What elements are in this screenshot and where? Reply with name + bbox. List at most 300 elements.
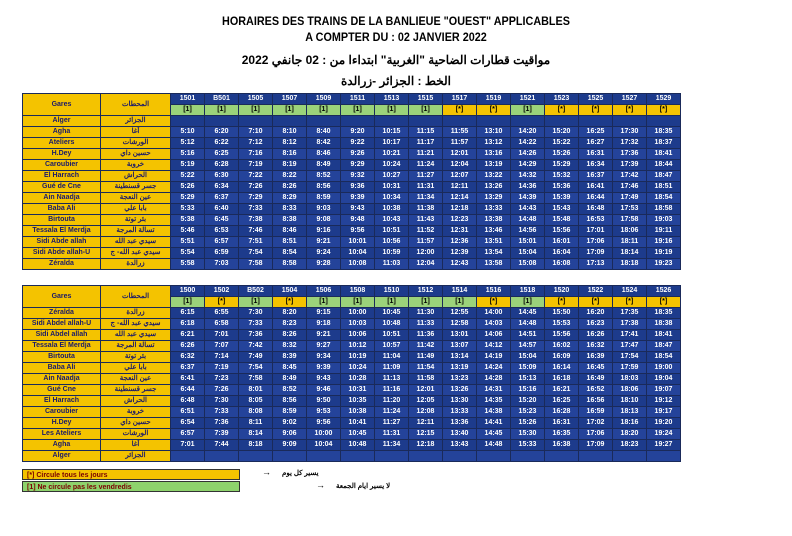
departure-time: 12:39 [443, 248, 477, 259]
legend-all-days: [*] Circule tous les jours [22, 469, 240, 480]
train-number: B502 [239, 286, 273, 297]
departure-time: 6:37 [205, 193, 239, 204]
train-number: 1501 [171, 94, 205, 105]
departure-time: 13:23 [443, 374, 477, 385]
table-row [23, 363, 681, 374]
regime-badge: [*] [545, 105, 579, 116]
station-name: Birtouta [23, 215, 101, 226]
departure-time [307, 451, 341, 462]
station-name-ar: سيدي عبد الله- ج [101, 248, 171, 259]
table-row [23, 451, 681, 462]
departure-time: 16:56 [579, 396, 613, 407]
departure-time: 19:04 [647, 374, 681, 385]
regime-badge: [*] [443, 105, 477, 116]
departure-time: 11:38 [409, 204, 443, 215]
departure-time: 17:41 [613, 330, 647, 341]
departure-time: 9:32 [341, 171, 375, 182]
departure-time: 18:03 [613, 374, 647, 385]
departure-time [205, 116, 239, 127]
departure-time: 5:51 [171, 237, 205, 248]
departure-time: 10:38 [375, 204, 409, 215]
departure-time [307, 116, 341, 127]
departure-time: 7:07 [205, 341, 239, 352]
departure-time: 7:38 [239, 215, 273, 226]
station-name: Ain Naadja [23, 193, 101, 204]
departure-time: 17:02 [579, 418, 613, 429]
departure-time: 7:12 [239, 138, 273, 149]
regime-badge: [1] [171, 105, 205, 116]
departure-time: 14:19 [477, 352, 511, 363]
departure-time: 14:57 [511, 341, 545, 352]
departure-time: 5:10 [171, 127, 205, 138]
departure-time: 10:15 [375, 127, 409, 138]
departure-time: 7:36 [205, 418, 239, 429]
station-name-ar: بئر توتة [101, 215, 171, 226]
departure-time: 7:26 [239, 182, 273, 193]
departure-time: 18:18 [613, 259, 647, 270]
departure-time: 8:22 [273, 171, 307, 182]
departure-time: 16:26 [579, 330, 613, 341]
departure-time [613, 116, 647, 127]
departure-time: 6:21 [171, 330, 205, 341]
station-name-ar: خروبة [101, 407, 171, 418]
departure-time: 8:18 [239, 440, 273, 451]
regime-badge: [*] [545, 297, 579, 308]
departure-time: 11:15 [409, 127, 443, 138]
departure-time: 18:16 [613, 418, 647, 429]
departure-time: 7:33 [239, 319, 273, 330]
train-number: 1502 [205, 286, 239, 297]
regime-badge: [1] [307, 297, 341, 308]
departure-time: 9:36 [341, 182, 375, 193]
departure-time: 13:10 [477, 127, 511, 138]
departure-time: 11:54 [409, 363, 443, 374]
regime-badge: [1] [511, 297, 545, 308]
departure-time: 12:11 [443, 182, 477, 193]
departure-time: 14:51 [511, 330, 545, 341]
departure-time: 7:44 [205, 440, 239, 451]
departure-time: 9:43 [307, 374, 341, 385]
regime-badge: [*] [613, 297, 647, 308]
departure-time: 8:29 [273, 193, 307, 204]
departure-time: 7:23 [205, 374, 239, 385]
train-number: 1515 [409, 94, 443, 105]
departure-time: 13:07 [443, 341, 477, 352]
departure-time: 12:05 [409, 396, 443, 407]
departure-time: 16:41 [579, 182, 613, 193]
departure-time [647, 116, 681, 127]
station-name-ar: عين النعجة [101, 374, 171, 385]
departure-time: 5:46 [171, 226, 205, 237]
table-row [23, 215, 681, 226]
departure-time: 15:13 [511, 374, 545, 385]
departure-time: 14:31 [477, 385, 511, 396]
departure-time: 15:30 [511, 429, 545, 440]
departure-time: 7:01 [205, 330, 239, 341]
departure-time: 17:53 [613, 204, 647, 215]
table-row [23, 429, 681, 440]
departure-time: 8:11 [239, 418, 273, 429]
train-number: 1516 [477, 286, 511, 297]
regime-badge: [*] [613, 105, 647, 116]
departure-time: 10:28 [341, 374, 375, 385]
table-row [23, 160, 681, 171]
departure-time: 15:01 [511, 237, 545, 248]
departure-time: 14:20 [511, 127, 545, 138]
departure-time: 17:13 [579, 259, 613, 270]
departure-time: 18:20 [613, 429, 647, 440]
station-name-ar: الورشات [101, 138, 171, 149]
table-row [23, 418, 681, 429]
departure-time: 13:16 [477, 149, 511, 160]
departure-time: 15:33 [511, 440, 545, 451]
train-number: 1511 [341, 94, 375, 105]
departure-time: 14:00 [477, 308, 511, 319]
regime-badge: [*] [205, 297, 239, 308]
station-name-ar: جسر قسنطينة [101, 182, 171, 193]
train-number: 1525 [579, 94, 613, 105]
departure-time: 11:34 [375, 440, 409, 451]
departure-time: 10:48 [341, 440, 375, 451]
departure-time: 14:29 [511, 160, 545, 171]
departure-time: 12:43 [443, 259, 477, 270]
departure-time: 12:23 [443, 215, 477, 226]
departure-time: 15:36 [545, 182, 579, 193]
departure-time: 14:22 [511, 138, 545, 149]
departure-time: 16:31 [579, 149, 613, 160]
departure-time: 10:21 [375, 149, 409, 160]
departure-time: 10:51 [375, 226, 409, 237]
departure-time: 14:24 [477, 363, 511, 374]
departure-time: 18:41 [647, 149, 681, 160]
departure-time: 9:09 [273, 440, 307, 451]
departure-time: 12:31 [443, 226, 477, 237]
departure-time: 10:45 [341, 429, 375, 440]
departure-time: 14:28 [477, 374, 511, 385]
departure-time: 16:44 [579, 193, 613, 204]
departure-time [579, 116, 613, 127]
station-name-ar: سيدي عبد الله [101, 237, 171, 248]
departure-time: 17:35 [613, 308, 647, 319]
train-number: 1519 [477, 94, 511, 105]
departure-time: 18:54 [647, 193, 681, 204]
departure-time: 13:54 [477, 248, 511, 259]
departure-time: 6:20 [205, 127, 239, 138]
departure-time: 17:54 [613, 352, 647, 363]
departure-time: 11:42 [409, 341, 443, 352]
departure-time: 5:22 [171, 171, 205, 182]
train-number: 1523 [545, 94, 579, 105]
regime-badge: [*] [273, 297, 307, 308]
departure-time [273, 116, 307, 127]
train-number: 1513 [375, 94, 409, 105]
station-name: Agha [23, 127, 101, 138]
train-number: 1510 [375, 286, 409, 297]
departure-time [647, 451, 681, 462]
departure-time: 10:38 [341, 407, 375, 418]
departure-time: 15:23 [511, 407, 545, 418]
table-row [23, 319, 681, 330]
departure-time: 19:11 [647, 226, 681, 237]
departure-time: 19:00 [647, 363, 681, 374]
departure-time: 16:23 [579, 319, 613, 330]
departure-time: 17:58 [613, 215, 647, 226]
stations-ar-header: المحطات [101, 94, 171, 116]
table-row [23, 116, 681, 127]
departure-time: 17:39 [613, 160, 647, 171]
departure-time: 9:22 [341, 138, 375, 149]
departure-time: 8:49 [307, 160, 341, 171]
departure-time: 13:51 [477, 237, 511, 248]
departure-time: 16:27 [579, 138, 613, 149]
departure-time: 7:39 [205, 429, 239, 440]
departure-time: 18:35 [647, 308, 681, 319]
departure-time: 16:34 [579, 160, 613, 171]
departure-time: 12:00 [409, 248, 443, 259]
departure-time: 15:04 [511, 352, 545, 363]
departure-time: 19:27 [647, 440, 681, 451]
departure-time: 16:48 [579, 204, 613, 215]
title-ar: مواقيت قطارات الضاحية "الغربية" ابتداءا من : 02 جانفي 2022 [241, 53, 551, 67]
departure-time: 15:39 [545, 193, 579, 204]
departure-time: 9:02 [273, 418, 307, 429]
station-name-ar: سيدي عبد الله [101, 330, 171, 341]
departure-time: 9:56 [307, 418, 341, 429]
station-name-ar: تسالة المرجة [101, 341, 171, 352]
departure-time: 11:58 [409, 374, 443, 385]
departure-time: 13:46 [477, 226, 511, 237]
departure-time: 14:12 [477, 341, 511, 352]
regime-badge: [*] [477, 297, 511, 308]
table-row [23, 193, 681, 204]
departure-time: 12:18 [409, 440, 443, 451]
departure-time: 16:25 [545, 396, 579, 407]
departure-time: 12:55 [443, 308, 477, 319]
departure-time: 8:19 [273, 160, 307, 171]
departure-time: 6:26 [171, 341, 205, 352]
departure-time: 7:10 [239, 127, 273, 138]
departure-time: 7:33 [205, 407, 239, 418]
train-number: 1521 [511, 94, 545, 105]
legend-not-friday-ar: لا يسير ايام الجمعة [336, 483, 391, 490]
departure-time: 8:20 [273, 308, 307, 319]
departure-time: 17:06 [579, 429, 613, 440]
departure-time: 19:12 [647, 396, 681, 407]
departure-time: 14:48 [511, 319, 545, 330]
departure-time: 7:33 [239, 204, 273, 215]
departure-time: 9:46 [307, 385, 341, 396]
departure-time: 18:06 [613, 385, 647, 396]
departure-time: 9:43 [341, 204, 375, 215]
departure-time: 9:03 [307, 204, 341, 215]
legend-all-days-ar: يسير كل يوم [282, 470, 319, 477]
departure-time: 11:13 [375, 374, 409, 385]
station-name-ar: بابا علي [101, 363, 171, 374]
departure-time: 6:51 [171, 407, 205, 418]
departure-time [171, 451, 205, 462]
departure-time: 6:34 [205, 182, 239, 193]
title-fr: HORAIRES DES TRAINS DE LA BANLIEUE "OUEST" APPLICABLES [222, 14, 570, 28]
departure-time: 14:38 [477, 407, 511, 418]
table-row [23, 182, 681, 193]
departure-time [171, 116, 205, 127]
departure-time: 13:36 [443, 418, 477, 429]
regime-badge: [1] [511, 105, 545, 116]
departure-time: 8:59 [273, 407, 307, 418]
departure-time: 15:56 [545, 330, 579, 341]
departure-time [239, 116, 273, 127]
departure-time: 8:12 [273, 138, 307, 149]
departure-time: 16:21 [545, 385, 579, 396]
departure-time: 16:18 [545, 374, 579, 385]
departure-time: 18:11 [613, 237, 647, 248]
departure-time: 10:57 [375, 341, 409, 352]
departure-time: 15:29 [545, 160, 579, 171]
departure-time: 6:30 [205, 171, 239, 182]
regime-badge: [1] [375, 105, 409, 116]
station-name-ar: حسين داي [101, 418, 171, 429]
station-name: Alger [23, 451, 101, 462]
departure-time: 8:01 [239, 385, 273, 396]
table-row [23, 226, 681, 237]
train-number: 1518 [511, 286, 545, 297]
departure-time: 10:27 [375, 171, 409, 182]
departure-time: 13:30 [443, 396, 477, 407]
departure-time: 9:28 [307, 259, 341, 270]
table-row [23, 248, 681, 259]
departure-time: 9:39 [341, 193, 375, 204]
departure-time: 8:49 [273, 374, 307, 385]
regime-badge: [*] [647, 297, 681, 308]
departure-time: 13:01 [443, 330, 477, 341]
departure-time: 18:54 [647, 352, 681, 363]
table-row [23, 385, 681, 396]
station-name-ar: تسالة المرجة [101, 226, 171, 237]
station-name: Tessala El Merdja [23, 226, 101, 237]
station-name: Zéralda [23, 308, 101, 319]
departure-time: 8:08 [239, 407, 273, 418]
departure-time: 18:38 [647, 319, 681, 330]
legend-arrow-icon: → [316, 480, 325, 490]
departure-time: 14:45 [511, 308, 545, 319]
departure-time: 13:40 [443, 429, 477, 440]
departure-time: 8:58 [273, 259, 307, 270]
departure-time: 5:38 [171, 215, 205, 226]
station-name: Zéralda [23, 259, 101, 270]
departure-time: 11:36 [409, 330, 443, 341]
departure-time: 11:49 [409, 352, 443, 363]
departure-time: 17:38 [613, 319, 647, 330]
departure-time: 9:53 [307, 407, 341, 418]
departure-time: 11:24 [375, 407, 409, 418]
regime-badge: [1] [409, 105, 443, 116]
departure-time: 12:04 [443, 160, 477, 171]
departure-time: 13:12 [477, 138, 511, 149]
table-row [23, 330, 681, 341]
station-name: H.Dey [23, 149, 101, 160]
train-number: 1520 [545, 286, 579, 297]
departure-time: 11:43 [409, 215, 443, 226]
departure-time: 11:09 [375, 363, 409, 374]
station-name: El Harrach [23, 171, 101, 182]
outbound-timetable [22, 93, 681, 270]
departure-time: 10:35 [341, 396, 375, 407]
train-number: 1522 [579, 286, 613, 297]
departure-time: 17:09 [579, 440, 613, 451]
departure-time: 10:51 [375, 330, 409, 341]
departure-time: 15:20 [545, 127, 579, 138]
table-row [23, 440, 681, 451]
departure-time [239, 451, 273, 462]
departure-time: 10:31 [341, 385, 375, 396]
departure-time: 15:56 [545, 226, 579, 237]
departure-time: 8:46 [307, 149, 341, 160]
station-name: El Harrach [23, 396, 101, 407]
station-name: Ateliers [23, 138, 101, 149]
departure-time: 14:45 [477, 429, 511, 440]
departure-time: 8:38 [273, 215, 307, 226]
departure-time: 6:57 [205, 237, 239, 248]
departure-time: 6:45 [205, 215, 239, 226]
train-number: 1527 [613, 94, 647, 105]
departure-time: 10:04 [307, 440, 341, 451]
departure-time: 16:32 [579, 341, 613, 352]
departure-time [341, 451, 375, 462]
departure-time: 13:14 [443, 352, 477, 363]
departure-time: 6:15 [171, 308, 205, 319]
departure-time [375, 116, 409, 127]
station-name-ar: عين النعجة [101, 193, 171, 204]
table-row [23, 127, 681, 138]
departure-time: 16:52 [579, 385, 613, 396]
departure-time: 9:27 [307, 341, 341, 352]
regime-badge: [*] [477, 105, 511, 116]
departure-time: 18:10 [613, 396, 647, 407]
departure-time: 10:06 [341, 330, 375, 341]
departure-time: 6:53 [205, 226, 239, 237]
table-row [23, 259, 681, 270]
departure-time: 7:14 [205, 352, 239, 363]
departure-time [375, 451, 409, 462]
departure-time: 11:31 [375, 429, 409, 440]
train-number: 1509 [307, 94, 341, 105]
departure-time: 10:03 [341, 319, 375, 330]
train-number: 1504 [273, 286, 307, 297]
departure-time: 9:34 [307, 352, 341, 363]
departure-time: 14:32 [511, 171, 545, 182]
departure-time: 10:00 [341, 308, 375, 319]
departure-time: 5:33 [171, 204, 205, 215]
departure-time: 16:28 [545, 407, 579, 418]
departure-time: 6:37 [171, 363, 205, 374]
departure-time: 16:09 [545, 352, 579, 363]
departure-time: 8:54 [273, 248, 307, 259]
regime-badge: [1] [239, 297, 273, 308]
departure-time: 19:03 [647, 215, 681, 226]
departure-time [477, 451, 511, 462]
departure-time: 17:32 [613, 138, 647, 149]
train-number: 1500 [171, 286, 205, 297]
departure-time: 14:35 [477, 396, 511, 407]
departure-time: 13:33 [477, 204, 511, 215]
departure-time: 17:47 [613, 341, 647, 352]
table-row [23, 352, 681, 363]
departure-time: 9:21 [307, 237, 341, 248]
station-name: Agha [23, 440, 101, 451]
departure-time: 6:55 [205, 308, 239, 319]
departure-time: 15:50 [545, 308, 579, 319]
departure-time: 7:22 [239, 171, 273, 182]
